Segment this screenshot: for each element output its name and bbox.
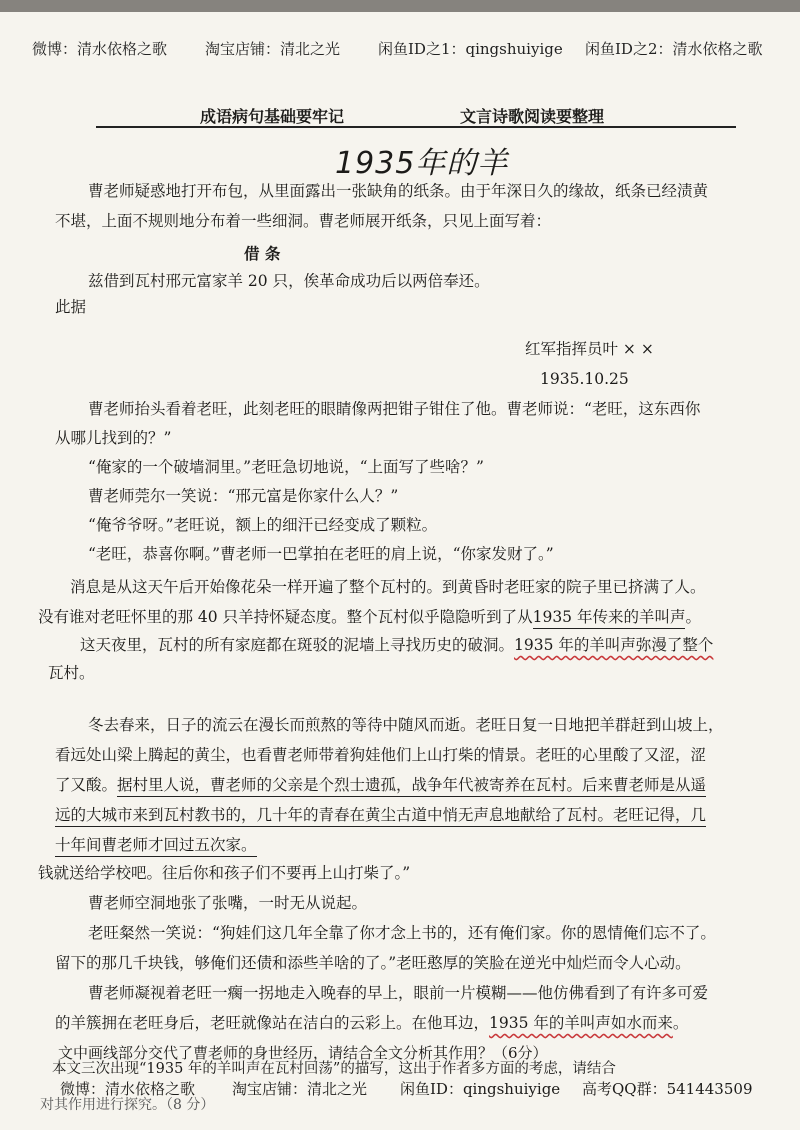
question-2: 本文三次出现“1935 年的羊叫声在瓦村回荡”的描写，这出于作者多方面的考虑，请结合 (52, 1061, 616, 1077)
para-11: 曹老师空洞地张了张嘴，一时无从说起。 (88, 894, 368, 912)
para-8-underlined: 1935 年的羊叫声弥漫了整个 (514, 636, 714, 654)
para-8 (80, 638, 713, 654)
para-1b: 不堪，上面不规则地分布着一些细洞。曹老师展开纸条，只见上面写着： (55, 212, 552, 230)
para-9e (55, 838, 257, 854)
para-1a: 曹老师疑惑地打开布包，从里面露出一张缺角的纸条。由于年深日久的缘故，纸条已经渍黄 (88, 182, 709, 200)
para-8-pre: 这天夜里，瓦村的所有家庭都在斑驳的泥墙上寻找历史的破洞。 (80, 636, 515, 654)
para-9c-underlined: 据村里人说，曹老师的父亲是个烈士遗孤，战争年代被寄养在瓦村。后来曹老师是从遥 (117, 776, 706, 797)
para-9d (55, 808, 706, 824)
heading-rule (96, 126, 736, 128)
para-13b (55, 1016, 688, 1032)
para-9e-underlined: 十年间曹老师才回过五次家。 (55, 836, 257, 857)
footer-taobao: 淘宝店铺：清北之光 (232, 1080, 368, 1098)
question-2-tail: 对其作用进行探究。（8 分） (40, 1097, 215, 1113)
para-9c-pre: 了又酸。 (55, 776, 118, 794)
footer-weibo: 微博：清水依格之歌 (60, 1080, 196, 1098)
para-2a: 曹老师抬头看着老旺，此刻老旺的眼睛像两把钳子钳住了他。曹老师说：“老旺，这东西你 (88, 400, 701, 418)
para-7b (38, 610, 701, 626)
footer-xianyu: 闲鱼ID：qingshuiyige (400, 1080, 561, 1098)
footer-qq: 高考QQ群：541443509 (582, 1080, 753, 1098)
heading-left: 成语病句基础要牢记 (200, 107, 345, 126)
story-title: 1935年的羊 (335, 146, 509, 181)
note-ref: 此据 (55, 298, 87, 316)
header-xianyu2: 闲鱼ID之2：清水依格之歌 (585, 40, 763, 58)
note-date: 1935.10.25 (540, 370, 629, 388)
para-9d-underlined: 远的大城市来到瓦村教书的，几十年的青春在黄尘古道中悄无声息地献给了瓦村。老旺记得，几 (55, 806, 706, 827)
para-12b: 留下的那几千块钱，够俺们还债和添些羊啥的了。”老旺憨厚的笑脸在逆光中灿烂而令人心动。 (55, 954, 691, 972)
para-13b-pre: 的羊簇拥在老旺身后，老旺就像站在洁白的云彩上。在他耳边， (55, 1014, 490, 1032)
para-2b: 从哪儿找到的？” (55, 429, 172, 447)
para-7a: 消息是从这天午后开始像花朵一样开遍了整个瓦村的。到黄昏时老旺家的院子里已挤满了人。 (70, 578, 706, 596)
para-13b-underlined: 1935 年的羊叫声如水而来 (489, 1014, 673, 1032)
header-xianyu1: 闲鱼ID之1：qingshuiyige (378, 40, 563, 58)
para-4: 曹老师莞尔一笑说：“邢元富是你家什么人？” (88, 487, 399, 505)
note-sign: 红军指挥员叶 × × (525, 340, 654, 358)
header-weibo: 微博：清水依格之歌 (32, 40, 168, 58)
para-13b-end: 。 (672, 1014, 689, 1032)
para-7b-pre: 没有谁对老旺怀里的那 40 只羊持怀疑态度。整个瓦村似乎隐隐听到了从 (38, 608, 533, 626)
para-6: “老旺，恭喜你啊。”曹老师一巴掌拍在老旺的肩上说，“你家发财了。” (88, 545, 554, 563)
para-7b-underlined: 1935 年传来的羊叫声 (533, 608, 686, 629)
heading-right: 文言诗歌阅读要整理 (460, 107, 605, 126)
scan-edge (0, 0, 800, 12)
para-9a: 冬去春来，日子的流云在漫长而煎熬的等待中随风而逝。老旺日复一日地把羊群赶到山坡上， (88, 716, 724, 734)
para-7b-end: 。 (685, 608, 701, 626)
para-5: “俺爷爷呀。”老旺说，额上的细汗已经变成了颗粒。 (88, 516, 438, 534)
para-10: 钱就送给学校吧。往后你和孩子们不要再上山打柴了。” (38, 864, 411, 882)
note-title: 借 条 (244, 244, 281, 263)
para-9b: 看远处山梁上腾起的黄尘，也看曹老师带着狗娃他们上山打柴的情景。老旺的心里酸了又涩，涩 (55, 746, 707, 764)
question-1: 文中画线部分交代了曹老师的身世经历，请结合全文分析其作用？（6分） (58, 1044, 548, 1062)
header-taobao: 淘宝店铺：清北之光 (205, 40, 341, 58)
para-3: “俺家的一个破墙洞里。”老旺急切地说，“上面写了些啥？” (88, 458, 484, 476)
note-body: 兹借到瓦村邢元富家羊 20 只，俟革命成功后以两倍奉还。 (88, 272, 490, 290)
para-13a: 曹老师凝视着老旺一瘸一拐地走入晚春的早上，眼前一片模糊——他仿佛看到了有许多可爱 (88, 984, 709, 1002)
para-9c (55, 778, 706, 794)
para-12a: 老旺粲然一笑说：“狗娃们这几年全靠了你才念上书的，还有俺们家。你的恩情俺们忘不了。 (88, 924, 716, 942)
para-8b: 瓦村。 (48, 664, 95, 682)
